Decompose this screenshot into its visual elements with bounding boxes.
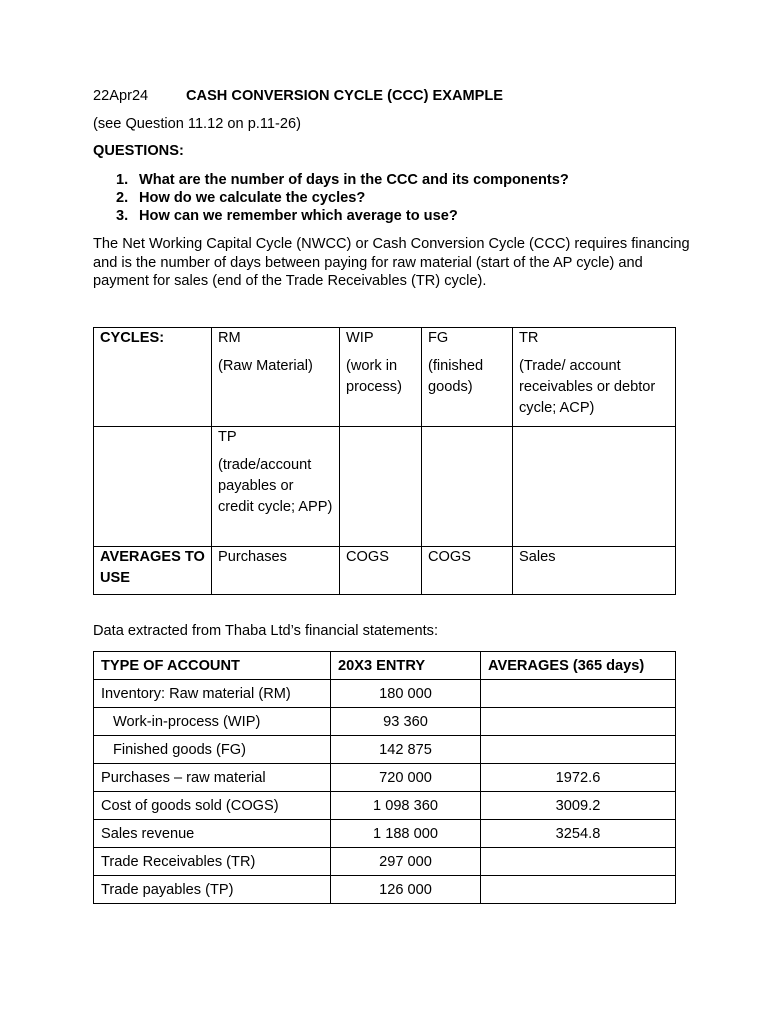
entry-cell: 720 000 <box>331 764 481 792</box>
table-row <box>94 547 676 595</box>
intro-paragraph: The Net Working Capital Cycle (NWCC) or Cash Conversion Cycle (CCC) requires financing and is the number of days between paying for raw material (start of the AP cycle) and payment for sales (end of the Trade Receivables (TR) cycle). <box>93 236 690 289</box>
account-cell: Inventory: Raw material (RM) <box>94 680 331 708</box>
account-cell: Work-in-process (WIP) <box>94 708 331 736</box>
account-cell: Trade Receivables (TR) <box>94 848 331 876</box>
cycles-table <box>93 327 676 595</box>
entry-cell: 126 000 <box>331 876 481 904</box>
document-title: CASH CONVERSION CYCLE (CCC) EXAMPLE <box>186 88 504 104</box>
question-text: How do we calculate the cycles? <box>139 190 366 206</box>
average-cell: 1972.6 <box>481 764 676 792</box>
account-cell: Cost of goods sold (COGS) <box>94 792 331 820</box>
questions-heading: QUESTIONS: <box>93 143 184 159</box>
entry-cell: 180 000 <box>331 680 481 708</box>
rm-description: (Raw Material) <box>218 358 313 374</box>
wip-heading: WIP <box>346 330 374 346</box>
table-row <box>94 848 676 876</box>
tr-heading: TR <box>519 330 539 346</box>
average-cell <box>481 680 676 708</box>
cycles-label: CYCLES: <box>100 330 165 346</box>
question-reference: (see Question 11.12 on p.11-26) <box>93 116 301 132</box>
entry-cell: 1 188 000 <box>331 820 481 848</box>
table-cell <box>212 427 340 547</box>
table-cell: COGS <box>422 547 513 595</box>
entry-cell: 1 098 360 <box>331 792 481 820</box>
table-row <box>94 764 676 792</box>
averages-label: AVERAGES TO USE <box>100 549 205 586</box>
table-cell: Purchases <box>212 547 340 595</box>
data-intro: Data extracted from Thaba Ltd’s financial statements: <box>93 623 439 639</box>
table-cell <box>340 427 422 547</box>
column-header: 20X3 ENTRY <box>331 652 481 680</box>
question-item <box>93 207 569 225</box>
table-header-row <box>94 652 676 680</box>
question-number: 2. <box>116 190 129 206</box>
table-row <box>94 708 676 736</box>
question-text: How can we remember which average to use? <box>139 208 458 224</box>
table-row <box>94 820 676 848</box>
average-cell <box>481 736 676 764</box>
fg-heading: FG <box>428 330 449 346</box>
table-cell <box>422 427 513 547</box>
table-row <box>94 792 676 820</box>
average-cell: 3009.2 <box>481 792 676 820</box>
table-cell <box>513 427 676 547</box>
table-row <box>94 680 676 708</box>
table-cell <box>422 328 513 427</box>
average-cell <box>481 848 676 876</box>
table-row <box>94 876 676 904</box>
wip-description: (work in process) <box>346 358 402 395</box>
table-cell <box>94 427 212 547</box>
questions-list <box>93 171 569 225</box>
table-cell: Sales <box>513 547 676 595</box>
table-row <box>94 328 676 427</box>
table-cell <box>94 328 212 427</box>
financial-data-table <box>93 651 676 904</box>
question-item <box>93 171 569 189</box>
fg-description: (finished goods) <box>428 358 484 395</box>
average-cell <box>481 876 676 904</box>
question-item <box>93 189 569 207</box>
entry-cell: 297 000 <box>331 848 481 876</box>
table-cell <box>340 328 422 427</box>
account-cell: Purchases – raw material <box>94 764 331 792</box>
average-cell: 3254.8 <box>481 820 676 848</box>
average-cell <box>481 708 676 736</box>
rm-heading: RM <box>218 330 241 346</box>
question-number: 3. <box>116 208 129 224</box>
account-cell: Trade payables (TP) <box>94 876 331 904</box>
entry-cell: 93 360 <box>331 708 481 736</box>
table-cell <box>212 328 340 427</box>
question-text: What are the number of days in the CCC and its components? <box>139 172 569 188</box>
table-cell: COGS <box>340 547 422 595</box>
table-row <box>94 427 676 547</box>
column-header: TYPE OF ACCOUNT <box>94 652 331 680</box>
tr-description: (Trade/ account receivables or debtor cycle; ACP) <box>519 358 656 416</box>
table-row <box>94 736 676 764</box>
column-header: AVERAGES (365 days) <box>481 652 676 680</box>
account-cell: Sales revenue <box>94 820 331 848</box>
tp-heading: TP <box>218 429 237 445</box>
tp-description: (trade/account payables or credit cycle; APP) <box>218 457 333 515</box>
table-cell <box>513 328 676 427</box>
question-number: 1. <box>116 172 129 188</box>
account-cell: Finished goods (FG) <box>94 736 331 764</box>
entry-cell: 142 875 <box>331 736 481 764</box>
table-cell <box>94 547 212 595</box>
document-date: 22Apr24 <box>93 88 149 104</box>
